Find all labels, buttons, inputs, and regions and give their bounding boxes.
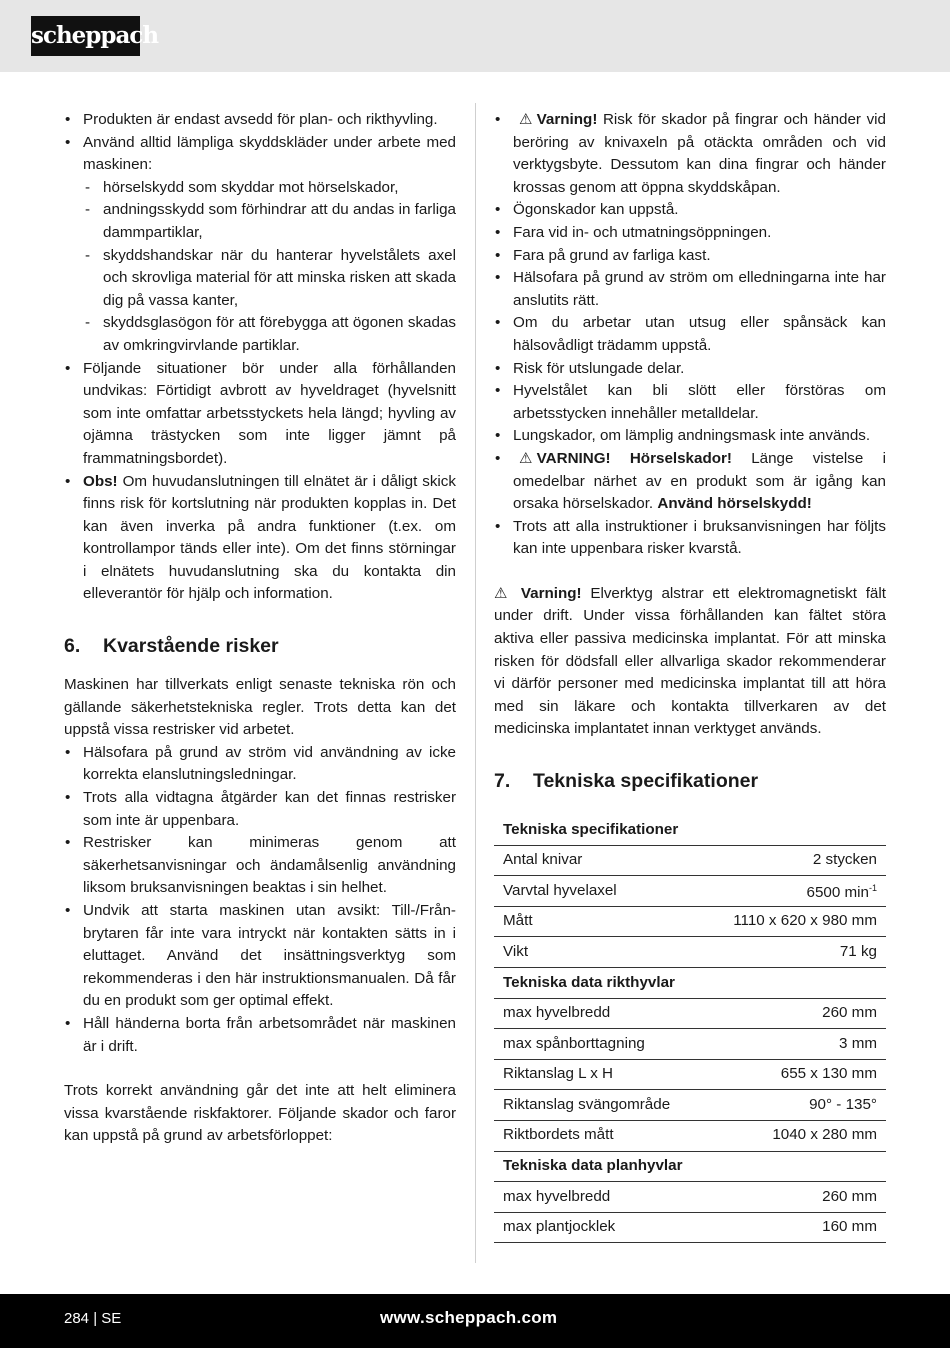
list-item: • Risk för utslungade delar.: [494, 358, 886, 381]
spec-value: 260 mm: [703, 1182, 886, 1213]
list-item: - skyddsglasögon för att förebygga att ögonen skadas av omkringvirvlande partiklar.: [64, 312, 456, 357]
protective-gear-list: [64, 177, 456, 358]
spec-label: Varvtal hyvelaxel: [494, 876, 703, 907]
list-item: • Hyvelstålet kan bli slött eller förstöras om arbetsstycken innehåller metalldelar.: [494, 380, 886, 425]
page-footer: [0, 1294, 950, 1348]
spec-value: 1040 x 280 mm: [703, 1120, 886, 1151]
list-item: • ⚠ VARNING! Hörselskador! Länge vistelse i omedelbar närhet av en produkt som är igång kan orsaka hörselskador. Använd hörselskydd!: [494, 448, 886, 516]
table-header-cell: Tekniska data planhyvlar: [494, 1151, 886, 1182]
list-item: - andningsskydd som förhindrar att du andas in farliga dammpartiklar,: [64, 199, 456, 244]
spec-value: 3 mm: [703, 1029, 886, 1060]
list-item: • Följande situationer bör under alla förhållanden undvikas: Förtidigt avbrott av hyveldraget (hyvelsnitt som inte omfattar arbetsstyckets hela längd; hyvling av ojämna trästycken som inte ligger jämnt på frammatningsbordet).: [64, 358, 456, 471]
table-row: [494, 876, 886, 907]
spec-label: Mått: [494, 906, 703, 937]
website-link[interactable]: www.scheppach.com: [380, 1308, 558, 1327]
table-row: [494, 1120, 886, 1151]
section-6-heading: 6. Kvarstående risker: [64, 634, 279, 657]
list-item: • Fara vid in- och utmatningsöppningen.: [494, 222, 886, 245]
spec-value: 260 mm: [703, 998, 886, 1029]
left-column: [64, 109, 456, 1148]
table-header-cell: Tekniska specifikationer: [494, 815, 886, 845]
spec-label: Riktanslag L x H: [494, 1059, 703, 1090]
table-row: [494, 1090, 886, 1121]
obs-note: [64, 471, 456, 607]
table-row: [494, 906, 886, 937]
list-item: - skyddshandskar när du hanterar hyvelstålets axel och skrovliga material för att minska risken att skada dig på vassa kanter,: [64, 245, 456, 313]
spec-label: max hyvelbredd: [494, 998, 703, 1029]
table-row: [494, 937, 886, 968]
spec-value: 2 stycken: [703, 845, 886, 876]
list-item: - hörselskydd som skyddar mot hörselskador,: [64, 177, 456, 200]
list-item: • ⚠ Varning! Risk för skador på fingrar och händer vid beröring av knivaxeln på otäckta områden och vid verktygsbyte. Dessutom kan dina fingrar och händer krossas genom att öppna skyddskåpan.: [494, 109, 886, 199]
list-item: • Fara på grund av farliga kast.: [494, 245, 886, 268]
situations-list: [64, 358, 456, 607]
table-section-header: [494, 815, 886, 845]
list-item: • Hälsofara på grund av ström om elledningarna inte har anslutits rätt.: [494, 267, 886, 312]
spec-value: 6500 $\min^{-1}$: [703, 876, 886, 907]
warning-icon: ⚠: [519, 111, 533, 128]
spec-value: 655 x 130 mm: [703, 1059, 886, 1090]
em-warning-paragraph: ⚠ Varning! Elverktyg alstrar ett elektromagnetiskt fält under drift. Under vissa förhållanden kan fältet störa aktiva eller passiva medicinska implantat. För att minska risken för dödsfall eller allvarliga skador rekommenderar vi därför personer med medicinska implantat till att höra med sin läkare och kontakta tillverkaren av det medicinska implantatet innan verktyget används.: [494, 584, 886, 738]
table-row: [494, 1029, 886, 1060]
right-column: [494, 109, 886, 1243]
spec-value: 90° - 135°: [703, 1090, 886, 1121]
spec-label: Antal knivar: [494, 845, 703, 876]
hazard-list: [494, 109, 886, 561]
table-header-cell: Tekniska data rikthyvlar: [494, 968, 886, 999]
spec-label: Riktanslag svängområde: [494, 1090, 703, 1121]
spec-value: 160 mm: [703, 1212, 886, 1243]
warning-icon: ⚠: [519, 449, 533, 467]
section-6-intro: Maskinen har tillverkats enligt senaste tekniska rön och gällande säkerhetstekniska regler. Trots detta kan det uppstå vissa restrisker vid arbetet.: [64, 676, 456, 739]
risk-list: [64, 742, 456, 1058]
spec-value: 71 kg: [703, 937, 886, 968]
list-item: • Ögonskador kan uppstå.: [494, 199, 886, 222]
table-row: [494, 998, 886, 1029]
table-section-header: [494, 968, 886, 999]
obs-label: Obs!: [83, 472, 118, 490]
spec-label: Vikt: [494, 937, 703, 968]
column-divider: [475, 103, 476, 1263]
list-item: • Använd alltid lämpliga skyddskläder under arbete med maskinen:: [64, 132, 456, 177]
page-header: [0, 0, 950, 72]
list-item: • Om du arbetar utan utsug eller spånsäck kan hälsovådligt trädamm uppstå.: [494, 312, 886, 357]
section-7-heading: 7. Tekniska specifikationer: [494, 769, 759, 792]
list-item: • Hälsofara på grund av ström vid användning av icke korrekta elanslutningsledningar.: [64, 742, 456, 787]
table-row: [494, 1059, 886, 1090]
spec-label: max spånborttagning: [494, 1029, 703, 1060]
warning-icon: ⚠: [494, 584, 513, 602]
table-row: [494, 845, 886, 876]
spec-label: max plantjocklek: [494, 1212, 703, 1243]
obs-text: Om huvudanslutningen till elnätet är i dåligt skick finns risk för kortslutning när produkten kopplas in. Det kan även inverka på andra funktioner (t.ex. om kontrollampor tänds eller inte). Om det finns störningar i elnätets huvudanslutning ska du kontakta din elleverantör för hjälp och information.: [83, 472, 456, 603]
list-item: • Produkten är endast avsedd för plan- och rikthyvling.: [64, 109, 456, 132]
table-row: [494, 1182, 886, 1213]
spec-label: max hyvelbredd: [494, 1182, 703, 1213]
list-item: • Undvik att starta maskinen utan avsikt: Till-/Från-brytaren får inte vara intryckt när kontakten sätts in i eluttaget. Använd det insättningsverktyg som rekommenderas i den här instruktionsmanualen. Då får du en produkt som ger optimal effekt.: [64, 900, 456, 1013]
spec-value: 1110 x 620 x 980 mm: [703, 906, 886, 937]
intro-list: [64, 109, 456, 177]
list-item: • Restrisker kan minimeras genom att säkerhetsanvisningar och ändamålsenlig användning liksom bruksanvisningen beaktas i sin helhet.: [64, 832, 456, 900]
closing-paragraph: Trots korrekt användning går det inte att helt eliminera vissa kvarstående riskfaktorer. Följande skador och faror kan uppstå på grund av arbetsförloppet:: [64, 1082, 456, 1145]
list-item: • Trots alla vidtagna åtgärder kan det finnas restrisker som inte är uppenbara.: [64, 787, 456, 832]
list-item: • Håll händerna borta från arbetsområdet när maskinen är i drift.: [64, 1013, 456, 1058]
table-section-header: [494, 1151, 886, 1182]
spec-label: Riktbordets mått: [494, 1120, 703, 1151]
spec-table: [494, 815, 886, 1243]
table-row: [494, 1212, 886, 1243]
list-item: • Trots att alla instruktioner i bruksanvisningen har följts kan inte uppenbara risker kvarstå.: [494, 516, 886, 561]
scheppach-logo: scheppach: [31, 16, 140, 56]
list-item: • Lungskador, om lämplig andningsmask inte används.: [494, 425, 886, 448]
page-number: 284 | SE: [64, 1310, 122, 1327]
